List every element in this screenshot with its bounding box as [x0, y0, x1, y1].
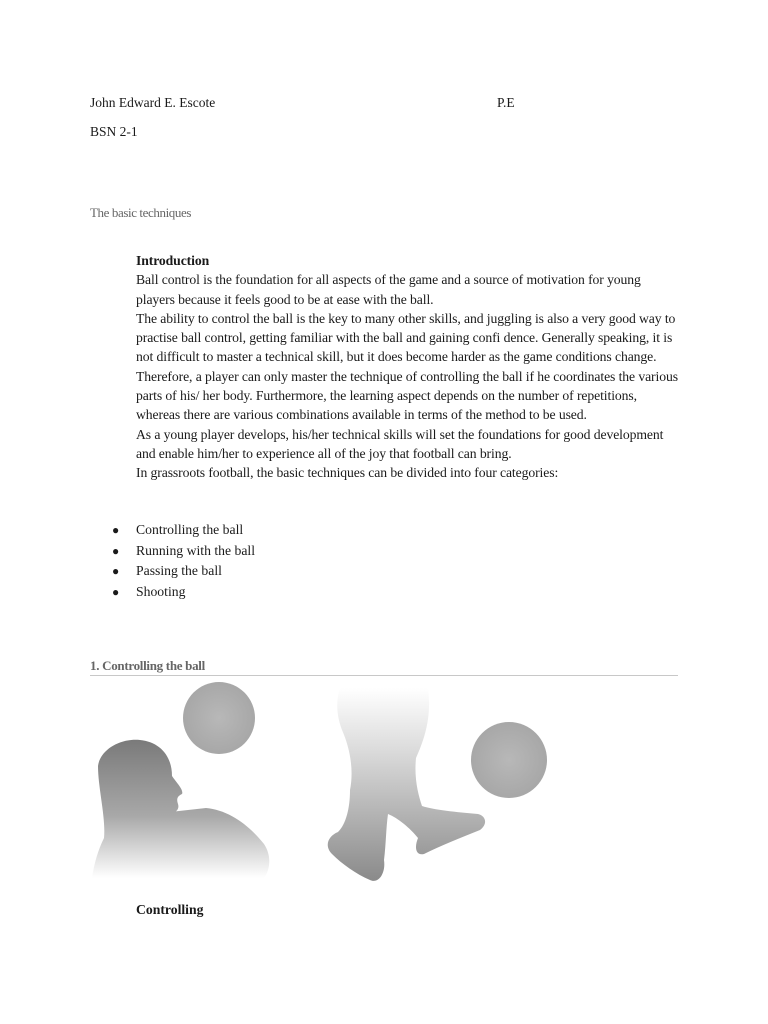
- list-item-label: Running with the ball: [136, 542, 255, 558]
- illustration-caption: Controlling: [136, 902, 204, 917]
- section-divider: [90, 675, 678, 676]
- bullet-icon: ●: [112, 564, 120, 579]
- bullet-icon: ●: [112, 523, 120, 537]
- intro-paragraph: In grassroots football, the basic techniques can be divided into four categories:: [136, 465, 559, 481]
- section-heading: 1. Controlling the ball: [90, 658, 205, 673]
- ball-control-illustration: [88, 678, 568, 893]
- intro-paragraph: Therefore, a player can only master the technique of controlling the ball if he coordinates the various parts of his/ her body. Furthermore, the learning aspect depends on the number of repetitions, whereas there are various combinations available in terms of the method to be used.: [136, 368, 678, 423]
- intro-paragraph: Ball control is the foundation for all aspects of the game and a source of motivation for young players because it feels good to be at ease with the ball.: [136, 272, 641, 307]
- categories-list: [112, 520, 255, 602]
- list-item-label: Shooting: [136, 583, 186, 599]
- introduction-heading: Introduction: [136, 253, 210, 268]
- subject-label: P.E: [497, 95, 515, 110]
- document-subtitle: The basic techniques: [90, 205, 192, 220]
- player-leg-silhouette: [328, 688, 485, 881]
- list-item: [112, 520, 255, 541]
- ball-icon: [183, 682, 255, 754]
- list-item: [112, 541, 255, 562]
- class-section: BSN 2-1: [90, 124, 138, 139]
- list-item-label: Passing the ball: [136, 563, 222, 579]
- bullet-icon: ●: [112, 543, 120, 558]
- ball-icon: [471, 722, 547, 798]
- bullet-icon: ●: [112, 584, 120, 599]
- intro-paragraph: As a young player develops, his/her technical skills will set the foundations for good development and enable him/her to experience all of the joy that football can bring.: [136, 426, 664, 461]
- author-name: John Edward E. Escote: [90, 95, 216, 110]
- introduction-section: [136, 251, 681, 483]
- list-item-label: Controlling the ball: [136, 522, 244, 537]
- intro-paragraph: The ability to control the ball is the key to many other skills, and juggling is also a very good way to practise ball control, getting familiar with the ball and gaining confi dence. Generally speaking, it is not difficult to master a technical skill, but it does become harder as the game conditions change.: [136, 310, 676, 365]
- list-item: [112, 582, 255, 603]
- list-item: [112, 561, 255, 582]
- player-head-silhouette: [92, 740, 269, 878]
